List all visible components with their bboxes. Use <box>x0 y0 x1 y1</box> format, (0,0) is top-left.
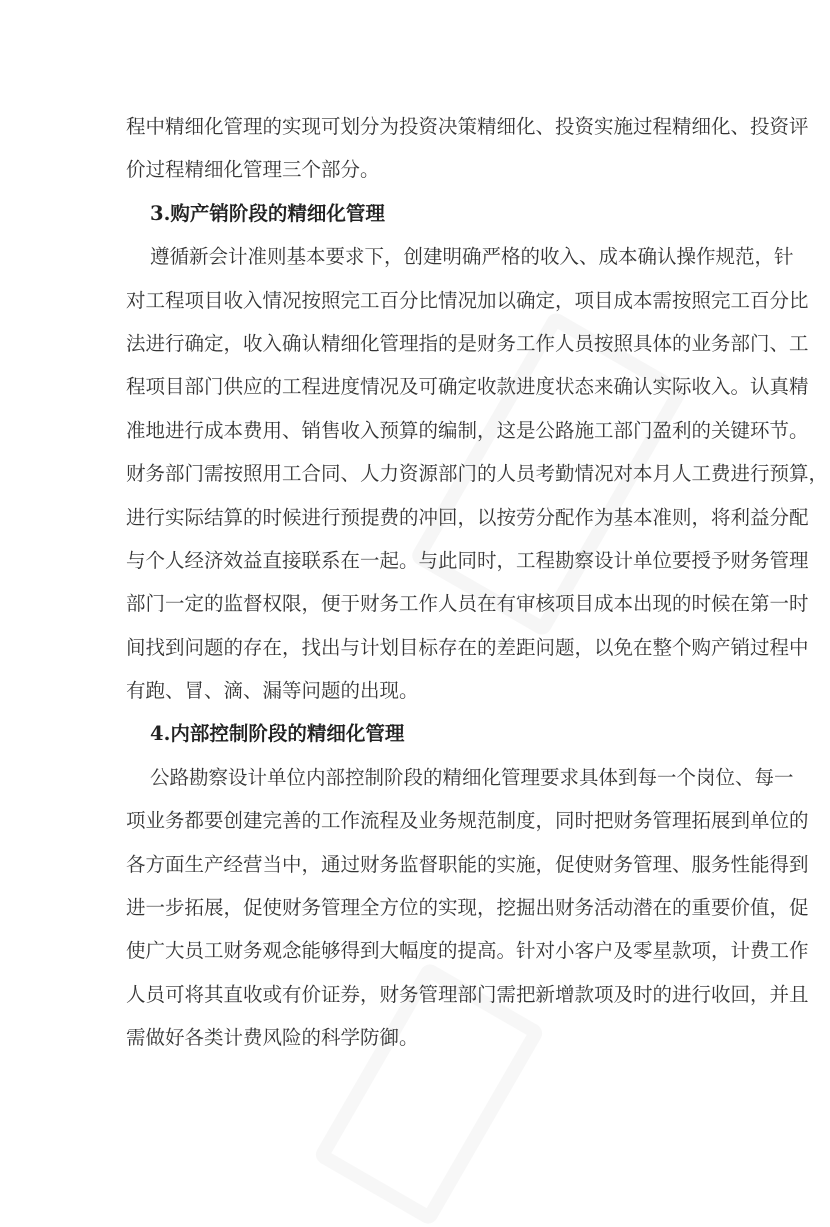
paragraph-line: 准地进行成本费用、销售收入预算的编制，这是公路施工部门盈利的关键环节。 <box>126 418 809 442</box>
section-heading <box>126 192 712 235</box>
heading-text: 3.购产销阶段的精细化管理 <box>150 201 385 225</box>
paragraph-line: 使广大员工财务观念能够得到大幅度的提高。针对小客户及零星款项，计费工作 <box>126 939 809 963</box>
paragraph-line: 法进行确定，收入确认精细化管理指的是财务工作人员按照具体的业务部门、工 <box>126 331 809 355</box>
heading-text: 4.内部控制阶段的精细化管理 <box>150 722 405 746</box>
paragraph-line: 程项目部门供应的工程进度情况及可确定收款进度状态来确认实际收入。认真精 <box>126 375 809 399</box>
paragraph-line: 价过程精细化管理三个部分。 <box>126 158 380 182</box>
paragraph-line: 公路勘察设计单位内部控制阶段的精细化管理要求具体到每一个岗位、每一 <box>150 765 794 789</box>
paragraph <box>126 235 829 712</box>
paragraph-line: 程中精细化管理的实现可划分为投资决策精细化、投资实施过程精细化、投资评 <box>126 115 809 138</box>
paragraph-line: 需做好各类计费风险的科学防御。 <box>126 1026 419 1050</box>
paragraph-line: 项业务都要创建完善的工作流程及业务规范制度，同时把财务管理拓展到单位的 <box>126 809 809 833</box>
paragraph-line: 与个人经济效益直接联系在一起。与此同时，工程勘察设计单位要授予财务管理 <box>126 548 809 572</box>
paragraph-line: 有跑、冒、滴、漏等问题的出现。 <box>126 679 419 703</box>
paragraph-line: 人员可将其直收或有价证券，财务管理部门需把新增款项及时的进行收回，并且 <box>126 982 809 1006</box>
paragraph-line: 间找到问题的存在，找出与计划目标存在的差距问题，以免在整个购产销过程中 <box>126 635 809 659</box>
paragraph-line: 遵循新会计准则基本要求下，创建明确严格的收入、成本确认操作规范，针 <box>150 245 794 269</box>
section-heading <box>126 712 712 755</box>
document-page <box>126 105 829 1060</box>
paragraph-line: 部门一定的监督权限，便于财务工作人员在有审核项目成本出现的时候在第一时 <box>126 592 809 616</box>
paragraph-line: 对工程项目收入情况按照完工百分比情况加以确定，项目成本需按照完工百分比 <box>126 288 809 312</box>
paragraph-line: 进行实际结算的时候进行预提费的冲回，以按劳分配作为基本准则，将利益分配 <box>126 505 809 529</box>
paragraph <box>126 105 809 192</box>
paragraph-line: 财务部门需按照用工合同、人力资源部门的人员考勤情况对本月人工费进行预算， <box>126 462 829 486</box>
paragraph <box>126 756 809 1060</box>
paragraph-line: 各方面生产经营当中，通过财务监督职能的实施，促使财务管理、服务性能得到 <box>126 852 809 876</box>
paragraph-line: 进一步拓展，促使财务管理全方位的实现，挖掘出财务活动潜在的重要价值，促 <box>126 896 809 920</box>
